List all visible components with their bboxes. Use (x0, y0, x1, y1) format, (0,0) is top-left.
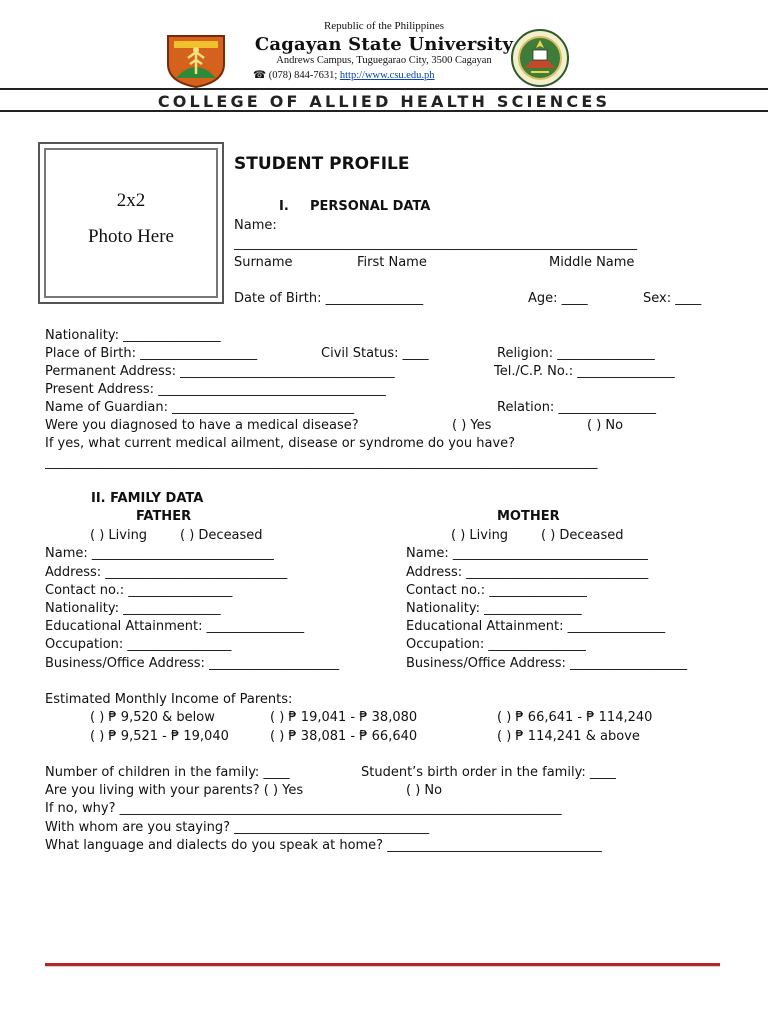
mother-education-field[interactable]: Educational Attainment: _______________ (406, 619, 666, 634)
father-business-field[interactable]: Business/Office Address: ____________________ (45, 656, 340, 671)
campus-address: Andrews Campus, Tuguegarao City, 3500 Cagayan (276, 55, 492, 66)
photo-here-label: Photo Here (87, 226, 174, 247)
section-2-heading: II. FAMILY DATA (91, 491, 204, 506)
photo-size-label: 2x2 (116, 190, 146, 211)
ailment-field[interactable]: _____________________________________________________________________________________ (45, 455, 598, 470)
mother-nationality-field[interactable]: Nationality: _______________ (406, 601, 582, 616)
income-option[interactable]: ( ) ₱ 38,081 - ₱ 66,640 (270, 729, 418, 744)
religion-field[interactable]: Religion: _______________ (497, 346, 655, 361)
father-heading: FATHER (136, 509, 192, 524)
ailment-question: If yes, what current medical ailment, disease or syndrome do you have? (45, 436, 516, 451)
guardian-field[interactable]: Name of Guardian: ____________________________ (45, 400, 355, 415)
income-option[interactable]: ( ) ₱ 9,520 & below (90, 710, 215, 725)
middle-name-caption: Middle Name (549, 255, 635, 270)
civil-status-field[interactable]: Civil Status: ____ (321, 346, 429, 361)
relation-field[interactable]: Relation: _______________ (497, 400, 656, 415)
sex-field[interactable]: Sex: ____ (643, 291, 702, 306)
medical-question: Were you diagnosed to have a medical disease? (45, 418, 359, 433)
birth-order-field[interactable]: Student’s birth order in the family: ____ (361, 765, 616, 780)
college-name: COLLEGE OF ALLIED HEALTH SCIENCES (157, 92, 611, 111)
photo-box[interactable] (38, 142, 224, 304)
father-name-field[interactable]: Name: ____________________________ (45, 546, 274, 561)
mother-contact-field[interactable]: Contact no.: _______________ (406, 583, 587, 598)
father-contact-field[interactable]: Contact no.: ________________ (45, 583, 233, 598)
mother-deceased-checkbox[interactable]: ( ) Deceased (541, 528, 624, 543)
language-field[interactable]: What language and dialects do you speak at home? _________________________________ (45, 838, 602, 853)
college-banner (0, 88, 768, 112)
university-name: Cagayan State University (254, 34, 514, 55)
dob-field[interactable]: Date of Birth: _______________ (234, 291, 424, 306)
income-option[interactable]: ( ) ₱ 19,041 - ₱ 38,080 (270, 710, 418, 725)
income-option[interactable]: ( ) ₱ 66,641 - ₱ 114,240 (497, 710, 653, 725)
name-label: Name: (234, 218, 277, 233)
medical-yes-checkbox[interactable]: ( ) Yes (452, 418, 492, 433)
website-link[interactable]: http://www.csu.edu.ph (339, 70, 435, 81)
permanent-address-field[interactable]: Permanent Address: _________________________________ (45, 364, 395, 379)
father-education-field[interactable]: Educational Attainment: _______________ (45, 619, 305, 634)
first-name-caption: First Name (357, 255, 427, 270)
mother-address-field[interactable]: Address: ____________________________ (406, 565, 649, 580)
republic-line: Republic of the Philippines (323, 20, 445, 32)
place-of-birth-field[interactable]: Place of Birth: __________________ (45, 346, 258, 361)
contact-line (253, 69, 435, 81)
father-living-checkbox[interactable]: ( ) Living (90, 528, 148, 543)
present-address-field[interactable]: Present Address: ___________________________________ (45, 382, 386, 397)
living-with-parents-no[interactable]: ( ) No (406, 783, 443, 798)
nationality-field[interactable]: Nationality: _______________ (45, 328, 221, 343)
income-option[interactable]: ( ) ₱ 9,521 - ₱ 19,040 (90, 729, 229, 744)
staying-with-field[interactable]: With whom are you staying? ______________________________ (45, 820, 430, 835)
section-1-number: I. (279, 199, 289, 214)
if-no-why-field[interactable]: If no, why? ____________________________________________________________________ (45, 801, 562, 816)
mother-business-field[interactable]: Business/Office Address: __________________ (406, 656, 688, 671)
phone-number: ☎ (078) 844-7631; (253, 70, 338, 81)
mother-name-field[interactable]: Name: ______________________________ (406, 546, 648, 561)
mother-heading: MOTHER (497, 509, 560, 524)
medical-no-checkbox[interactable]: ( ) No (587, 418, 624, 433)
father-deceased-checkbox[interactable]: ( ) Deceased (180, 528, 263, 543)
living-with-parents-yes[interactable]: Are you living with your parents? ( ) Yes (45, 783, 304, 798)
age-field[interactable]: Age: ____ (528, 291, 588, 306)
father-address-field[interactable]: Address: ____________________________ (45, 565, 288, 580)
page-title: STUDENT PROFILE (234, 154, 410, 174)
children-count-field[interactable]: Number of children in the family: ____ (45, 765, 290, 780)
mother-occupation-field[interactable]: Occupation: _______________ (406, 637, 586, 652)
mother-living-checkbox[interactable]: ( ) Living (451, 528, 509, 543)
father-occupation-field[interactable]: Occupation: ________________ (45, 637, 232, 652)
footer-rule (45, 963, 720, 966)
income-option[interactable]: ( ) ₱ 114,241 & above (497, 729, 640, 744)
photo-frame (44, 148, 218, 298)
father-nationality-field[interactable]: Nationality: _______________ (45, 601, 221, 616)
section-1-heading: PERSONAL DATA (310, 199, 431, 214)
surname-caption: Surname (234, 255, 293, 270)
income-label: Estimated Monthly Income of Parents: (45, 692, 293, 707)
tel-field[interactable]: Tel./C.P. No.: _______________ (494, 364, 675, 379)
name-field[interactable]: ______________________________________________________________ (234, 236, 637, 251)
